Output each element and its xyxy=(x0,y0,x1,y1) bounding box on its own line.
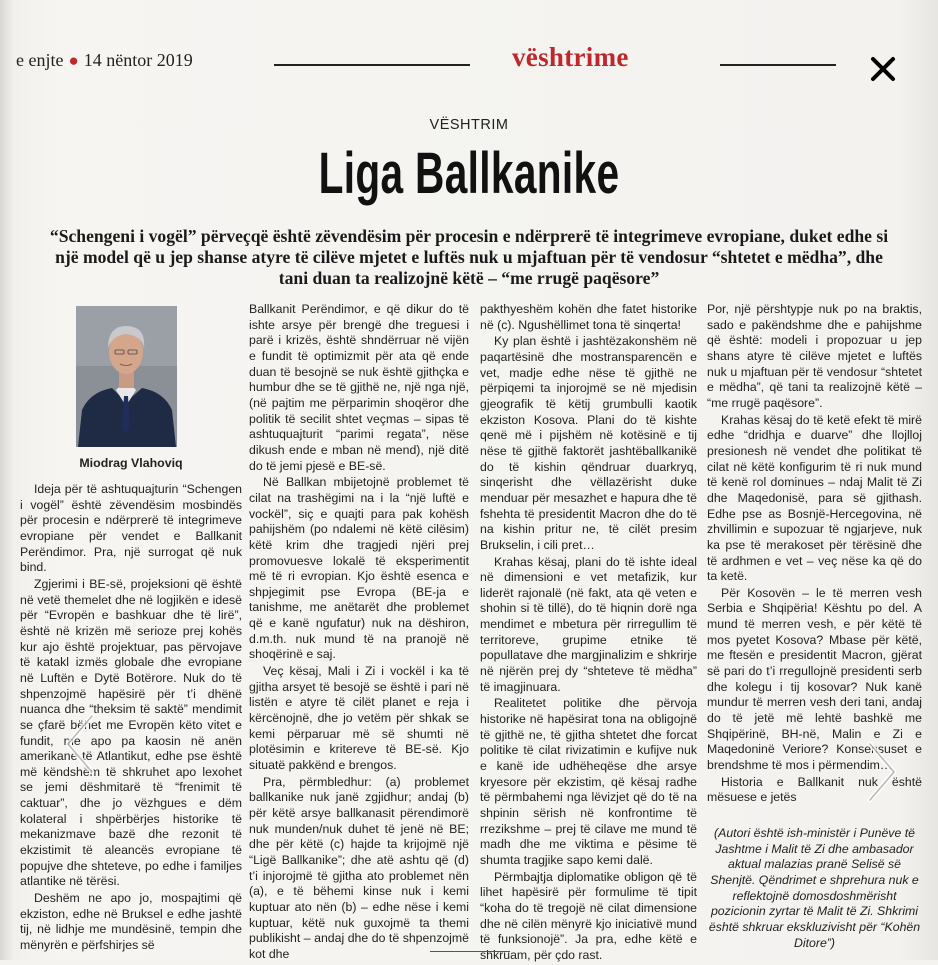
issue-day: e enjte xyxy=(16,50,64,70)
paragraph: Veç kësaj, Mali i Zi i vockël i ka të gjitha arsyet të besojë se është i pari në listën e atyre të cilët planet e reja i kërcënojnë, dhe jo vetëm për shkak se kemi përparuar më së shumti në plotësimin e kritereve të BE-së. Kjo situatë pakkënd e brengos. xyxy=(249,664,469,773)
article-column-3 xyxy=(480,302,697,965)
paragraph: Në Ballkan mbijetojnë problemet të cilat na trashëgimi na i la “një luftë e vockël”, siç e quajti para pak kohësh pahijshëm (po ndalemi në këtë cilësim) këtë krim dhe tragjedi njëri prej promovuesve lokalë të eksperimentit më të ri evropian. Kjo është esenca e shpjegimit pse Evropa (BE-ja e tanishme, me anëtarët dhe problemet që e kanë ngufatur) nuk na dëshiron, d.m.th. nuk mund të na pranojë në shoqërinë e saj. xyxy=(249,475,469,662)
paragraph: pakthyeshëm kohën dhe fatet historike në (c). Ngushëllimet tona të sinqerta! xyxy=(480,302,697,332)
paragraph: Pra, përmbledhur: (a) problemet ballkanike nuk janë zgjidhur; andaj (b) për këtë arsye ballkanasit përendimorë nuk munden/nuk duhet të jenë në BE; dhe për këtë (c) hajde ta krijojmë një “Ligë Ballkanike”; dhe atë ashtu që (d) t’i injorojmë të gjitha ato problemet nën (a), e të bëhemi kinse nuk i kemi kuptuar ato nën (b) – edhe nëse i kemi kuptuar, këtë nuk guxojmë ta themi publikisht – andaj dhe do të shpenzojmë kot dhe xyxy=(249,774,469,961)
author-portrait-image xyxy=(76,306,177,447)
article-column-4 xyxy=(707,302,922,952)
header-rule-left xyxy=(274,64,470,66)
issue-date-value: 14 nëntor 2019 xyxy=(83,50,193,70)
paragraph: Krahas kësaj do të ketë efekt të mirë edhe “dridhja e duarve” dhe llojlloj presionesh në vendet dhe politikat të cilat në këtë konfigurim të ri nuk mund të kenë rol dominues – ndaj Malit të Zi dhe Maqedonisë, para së gjithash. Edhe pse as Bosnjë-Hercegovina, në zhvillimin e supozuar të ngjarjeve, nuk ka pse të merakoset për tërësinë dhe të ardhmen e vet – veç nëse ka që do ta ketë. xyxy=(707,412,922,584)
paragraph: Realitetet politike dhe përvoja historike në hapësirat tona na obligojnë të gjithë ne, të gjitha shtetet dhe forcat politike të cilat rivizatimin e kufijve nuk e kanë ide udhëheqëse dhe arsye kryesore për ekzistim, që kësaj radhe të përmbahemi nga lëvizjet që do të na shpinin sërish në konfrontime të rrezikshme – prej të cilave me mund të madh dhe me viktima e pësime të shumta tragjike sapo kemi dalë. xyxy=(480,696,697,867)
close-icon xyxy=(868,54,898,84)
date-separator-dot: ● xyxy=(68,51,79,70)
article-lead: “Schengeni i vogël” përveçqë është zëvendësim për procesin e ndërprerë të integrimeve evropiane, duket edhe si një model që u jep shanse atyre të cilëve mjetet e luftës nuk u mjaftuan për të vendosur “shtetet e mëdha”, dhe tani duan ta realizojnë këtë – “me rrugë paqësore” xyxy=(49,226,889,288)
section-name: vështrime xyxy=(512,42,629,72)
issue-date xyxy=(16,50,193,71)
paragraph: Ky plan është i jashtëzakonshëm në paqartësinë dhe mostransparencën e vet, madje edhe nëse të gjithë ne përpiqemi ta injorojmë se në mjedisin gjeografik të këtij grumbulli kaotik ekziston Kosova. Plani do të kishte qenë më i pijshëm në kotësinë e tij nëse të gjithë faktorët jashtëballkanikë do të kishin qëndruar duarkryq, sinqerisht dhe vëllazërisht duke menduar për mesazhet e hapura dhe të fshehta të presidentit Macron dhe do të na kishin pritur ne, të cilët presim Brukselin, i cili pret… xyxy=(480,334,697,552)
paragraph: Zgjerimi i BE-së, projeksioni që është në vetë themelet dhe në logjikën e idesë për “Evropën e bashkuar dhe të lirë”, është në krizën më serioze prej kohës kur ajo është projektuar, pas përvojave të katakl izmës globale dhe evropiane në Luftën e Dytë Botërore. Nuk do të shpenzojmë hapësirë për t’i dhënë nuanca dhe “theksim të saktë” mendimit se çfarë bëhet me Evropën këto vitet e fundit, me apo pa kaosin në anën amerikane të Atlantikut, edhe pse është më këndshëm të shkruhet apo lexohet se jemi dëshmitarë të “frenimit të caktuar”, dhe jo vëzhgues e dëm kolateral i shpërbërjes historike të mekanizmave bazë dhe rezonit të ekzistimit të aleancës evropiane të popujve dhe shteteve, po edhe i familjes atlantike në tërësi. xyxy=(20,576,242,889)
author-photo xyxy=(76,306,177,447)
paragraph: Përmbajtja diplomatike obligon që të lihet hapësirë për formulime të tipit “koha do të tregojë në cilat dimensione dhe në cilën mënyrë kjo iniciativë mund të funksionojë”. Ja pra, edhe këtë e shkruam, për çdo rast. xyxy=(480,869,697,962)
paragraph: Deshëm ne apo jo, mospajtimi që ekziston, edhe në Bruksel e edhe jashtë tij, në lidhje me mundësinë, tempin dhe mënyrën e përfshirjes së xyxy=(20,891,242,953)
chevron-right-icon xyxy=(866,740,900,804)
paragraph: Ballkanit Perëndimor, e që dikur do të ishte arsye për brengë dhe treguesi i parë i krizës, është shndërruar në vijën e fundit të optimizmit për ata që ende duan të besojnë se nuk është gjithçka e humbur dhe se të gjithë ne, një nga një, (në pajtim me përparimin shoqëror dhe politik të secilit shtet veçmas – sipas të ashtuquajturit “parimi regata”, nëse dikush ende e mban në mend), një ditë do të jemi pjesë e BE-së. xyxy=(249,302,469,473)
paragraph: Ideja për të ashtuquajturin “Schengen i vogël” është zëvendësim mosbindës për procesin e ndërprerë të integrimeve evropiane për vendet e Ballkanit Perëndimor. Pra, një surrogat që nuk bind. xyxy=(20,482,242,575)
article-title: Liga Ballkanike xyxy=(318,141,620,206)
paragraph: Por, një përshtypje nuk po na braktis, sado e pakëndshme dhe e pahijshme që është: modeli i propozuar u jep shans atyre të cilëve mjetet e luftës nuk u mjaftuan për të vendosur “shtetet e mëdha”, që tani ta realizojnë këtë – “me rrugë paqësore”. xyxy=(707,302,922,410)
next-page-button[interactable] xyxy=(866,740,900,804)
close-button[interactable] xyxy=(868,54,898,84)
paragraph: Për Kosovën – le të merren vesh Serbia e Shqipëria! Kështu po del. A mund të merren vesh, e për këtë të mos pyetet Kosova? Mbase për këtë, me ftesën e presidentit Macron, gjërat së pari do t’i rregullojnë presidenti serb dhe kolegu i tij kosovar? Nuk kanë mundur të merren vesh deri tani, andaj do të jetë më lehtë bashkë me Shqipërinë, BH-në, Malin e Zi e Maqedoninë Veriore? Konsensuset e brendshme të mos i përmendim… xyxy=(707,585,922,773)
author-name: Miodrag Vlahoviq xyxy=(79,456,183,470)
article-column-1 xyxy=(20,482,242,955)
chevron-left-icon xyxy=(62,712,96,776)
author-note: (Autori është ish-ministër i Punëve të Jashtme i Malit të Zi dhe ambasador aktual malazias pranë Selisë së Shenjtë. Qëndrimet e shprehura nuk e reflektojnë domosdoshmërisht pozicionin zyrtar të Malit të Zi. Shkrimi është shkruar ekskluzivisht për “Kohën Ditore”) xyxy=(708,826,921,950)
header-rule-right xyxy=(720,64,836,66)
paragraph: Krahas kësaj, plani do të ishte ideal në dimensioni e vet metafizik, kur liderët rajonalë (në fakt, ata që veten e shohin si të tillë), do të hiqnin dorë nga mendimet e mbetura për rirregullim të territoreve, grupime etnike të popullatave dhe margjinalizim e shkrirje në njërën prej dy “shteteve të mëdha” të imagjinuara. xyxy=(480,554,697,694)
previous-page-button[interactable] xyxy=(62,712,96,776)
article-column-2 xyxy=(249,302,469,964)
paragraph: Historia e Ballkanit nuk është mësuese e jetës xyxy=(707,774,922,805)
article-kicker: VËSHTRIM xyxy=(429,117,509,133)
